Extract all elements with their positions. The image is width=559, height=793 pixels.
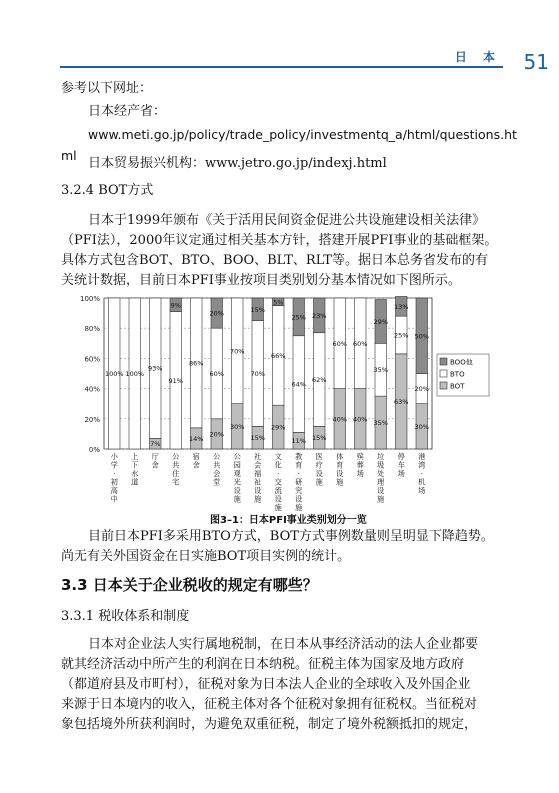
data-label: 60% <box>353 339 368 348</box>
data-label: 100% <box>125 370 145 378</box>
category-label-char: · <box>297 469 300 478</box>
paragraph-line: 具体方式包含BOT、BTO、BOO、BLT、RLT等。据日本总务省发布的有 <box>61 253 488 268</box>
legend-label: BOO他 <box>450 358 473 367</box>
section-3-3-heading: 3.3 日本关于企业税收的规定有哪些？ <box>61 576 318 594</box>
category-label-char: 流 <box>274 486 282 495</box>
category-label-char: 下 <box>131 460 139 470</box>
data-label: 5% <box>273 298 284 307</box>
category-label-char: 湾 <box>418 460 426 470</box>
data-label: 20% <box>209 430 224 439</box>
data-label: 64% <box>291 380 306 389</box>
category-label-char: 光 <box>233 477 241 487</box>
category-label-char: 殡 <box>356 452 364 461</box>
y-tick-label: 100% <box>79 295 100 303</box>
refs-intro: 参考以下网址： <box>61 81 153 96</box>
category-label-char: 初 <box>110 477 118 487</box>
refs-jetro[interactable]: 日本贸易振兴机构：www.jetro.go.jp/indexj.html <box>88 156 387 171</box>
category-label-char: 宅 <box>172 477 180 487</box>
category-label-char: 住 <box>172 469 180 478</box>
category-label-char: 圾 <box>377 460 385 470</box>
category-label-char: 育 <box>336 460 344 470</box>
category-label-char: 公 <box>233 452 241 461</box>
category-label-char: 园 <box>233 460 241 470</box>
refs-meti-url[interactable]: www.meti.go.jp/policy/trade_policy/investmentq_a/html/questions.ht <box>88 127 517 142</box>
category-label-char: 理 <box>377 477 385 487</box>
category-label-char: 堂 <box>213 477 221 487</box>
category-label-char: 医 <box>315 452 323 461</box>
category-label-char: 港 <box>418 452 426 461</box>
data-label: 11% <box>291 437 306 446</box>
category-label-char: 设 <box>274 494 282 504</box>
chart-legend <box>437 354 489 396</box>
y-tick-label: 40% <box>84 385 100 394</box>
category-label-char: 公 <box>172 452 180 461</box>
section-3-2-4-heading: 3.2.4 BOT方式 <box>61 183 154 198</box>
category-label-char: 化 <box>274 460 282 470</box>
category-label-char: 究 <box>295 486 303 495</box>
data-label: 70% <box>250 370 265 378</box>
chart-caption: 图3–1：日本PFI事业类别划分一览 <box>210 515 367 526</box>
category-label-char: 舍 <box>151 460 159 470</box>
refs-meti-url-cont[interactable]: ml <box>61 148 77 163</box>
data-label: 7% <box>150 440 161 449</box>
category-label-char: 场 <box>356 469 364 478</box>
paragraph-line: 日本于1999年颁布《关于活用民间资金促进公共设施建设相关法律》 <box>88 213 486 228</box>
category-label-char: 小 <box>110 452 118 461</box>
y-tick-label: 0% <box>88 446 100 454</box>
legend-swatch <box>440 358 447 365</box>
legend-label: BOT <box>450 382 465 391</box>
category-label-char: 育 <box>295 460 303 470</box>
paragraph-line: 日本对企业法人实行属地税制，在日本从事经济活动的法人企业都要 <box>88 637 479 652</box>
data-label: 91% <box>168 376 183 385</box>
category-label-char: 疗 <box>315 460 323 470</box>
paragraph-line: 来源于日本境内的收入，征税主体对各个征税对象拥有征税权。当征税对 <box>61 697 478 712</box>
category-label-char: 交 <box>274 477 282 487</box>
category-label-char: 施 <box>295 503 303 512</box>
category-label-char: 厅 <box>151 452 159 461</box>
category-label-char: 社 <box>254 452 262 461</box>
paragraph-line: 就其经济活动中所产生的利润在日本纳税。征税主体为国家及地方政府 <box>61 657 465 672</box>
header-rule <box>60 66 503 68</box>
category-label-char: 道 <box>131 477 139 487</box>
data-label: 35% <box>373 419 388 428</box>
page-header <box>0 0 559 90</box>
category-label-char: 停 <box>397 452 405 461</box>
data-label: 60% <box>209 370 224 378</box>
category-label-char: · <box>420 469 423 478</box>
legend-swatch <box>440 370 447 377</box>
category-label-char: · <box>277 469 280 478</box>
data-label: 60% <box>332 339 347 348</box>
data-label: 35% <box>373 366 388 375</box>
category-label-char: 施 <box>315 477 323 487</box>
data-label: 30% <box>414 422 429 431</box>
data-label: 25% <box>394 331 409 340</box>
category-label-char: 机 <box>418 477 426 487</box>
category-label-char: 施 <box>254 494 262 504</box>
category-label-char: 中 <box>110 494 118 504</box>
header-section-label: 日 本 <box>454 50 501 64</box>
category-label-char: 祉 <box>254 477 262 487</box>
data-label: 63% <box>394 397 409 406</box>
y-tick-label: 20% <box>84 415 100 424</box>
data-label: 100% <box>104 370 124 378</box>
category-label-char: 会 <box>213 469 221 478</box>
category-label-char: 处 <box>377 469 385 478</box>
category-label-char: 福 <box>254 469 262 478</box>
category-label-char: 施 <box>377 494 385 504</box>
category-label-char: 研 <box>295 477 303 487</box>
data-label: 15% <box>312 434 327 443</box>
category-label-char: 共 <box>172 460 180 470</box>
category-label-char: 观 <box>233 469 241 478</box>
category-label-char: 教 <box>295 452 303 461</box>
category-label-char: 施 <box>233 494 241 504</box>
data-label: 9% <box>170 301 181 310</box>
paragraph-line: （都道府县及市町村），征税对象为日本法人企业的全球收入及外国企业 <box>61 677 471 692</box>
category-label-char: 公 <box>213 452 221 461</box>
category-label-char: 体 <box>336 452 344 461</box>
category-label-char: 车 <box>397 460 405 470</box>
category-label-char: 垃 <box>377 452 385 461</box>
data-label: 70% <box>230 347 245 356</box>
category-label-char: 高 <box>110 486 118 495</box>
category-label-char: · <box>113 469 116 478</box>
page-number: 51 <box>523 50 549 74</box>
data-label: 29% <box>373 317 388 326</box>
category-label-char: 葬 <box>356 460 364 470</box>
category-label-char: 场 <box>397 469 405 478</box>
data-label: 15% <box>250 305 265 314</box>
category-label-char: 文 <box>274 452 282 461</box>
data-label: 93% <box>148 364 163 373</box>
data-label: 86% <box>189 359 204 368</box>
category-label-char: 设 <box>336 469 344 478</box>
data-label: 30% <box>230 422 245 431</box>
y-tick-label: 60% <box>84 355 100 364</box>
section-3-3-1-heading: 3.3.1 税收体系和制度 <box>61 609 190 624</box>
data-label: 15% <box>250 434 265 443</box>
chart-category-labels <box>111 452 427 512</box>
legend-label: BTO <box>450 370 465 379</box>
data-label: 25% <box>291 313 306 322</box>
paragraph-line: 象包括境外所获利润时，为避免双重征税，制定了境外税额抵扣的规定， <box>61 717 478 732</box>
category-label-char: 场 <box>418 486 426 495</box>
y-tick-label: 80% <box>84 325 100 334</box>
category-label-char: 设 <box>254 486 262 495</box>
paragraph-line: 尚无有关外国资金在日实施BOT项目实例的统计。 <box>61 549 351 564</box>
data-label: 62% <box>312 376 327 385</box>
data-label: 20% <box>209 309 224 318</box>
data-label: 40% <box>353 415 368 424</box>
category-label-char: 设 <box>233 486 241 495</box>
data-label: 14% <box>189 434 204 443</box>
data-label: 13% <box>394 302 409 311</box>
data-label: 23% <box>312 311 327 320</box>
pfi-chart <box>60 292 500 512</box>
category-label-char: 施 <box>274 503 282 512</box>
data-label: 20% <box>414 385 429 394</box>
data-label: 29% <box>271 423 286 432</box>
category-label-char: 学 <box>110 460 118 470</box>
paragraph-line: 关统计数据，目前日本PFI事业按项目类别划分基本情况如下图所示。 <box>61 273 461 288</box>
category-label-char: 水 <box>131 469 139 478</box>
category-label-char: 会 <box>254 460 262 470</box>
category-label-char: 共 <box>213 460 221 470</box>
legend-swatch <box>440 382 447 389</box>
category-label-char: 舍 <box>192 460 200 470</box>
data-label: 50% <box>414 332 429 341</box>
category-label-char: 宿 <box>192 452 200 461</box>
refs-meti-label: 日本经产省： <box>88 104 167 119</box>
category-label-char: 设 <box>295 494 303 504</box>
category-label-char: 施 <box>336 477 344 487</box>
category-label-char: 设 <box>315 469 323 478</box>
data-label: 40% <box>332 415 347 424</box>
data-label: 66% <box>271 351 286 360</box>
paragraph-line: （PFI法），2000年议定通过相关基本方针，搭建开展PFI事业的基础框架。 <box>61 233 498 248</box>
category-label-char: 设 <box>377 486 385 495</box>
paragraph-line: 目前日本PFI多采用BTO方式，BOT方式事例数量则呈明显下降趋势。 <box>88 529 494 544</box>
category-label-char: 上 <box>131 452 139 461</box>
